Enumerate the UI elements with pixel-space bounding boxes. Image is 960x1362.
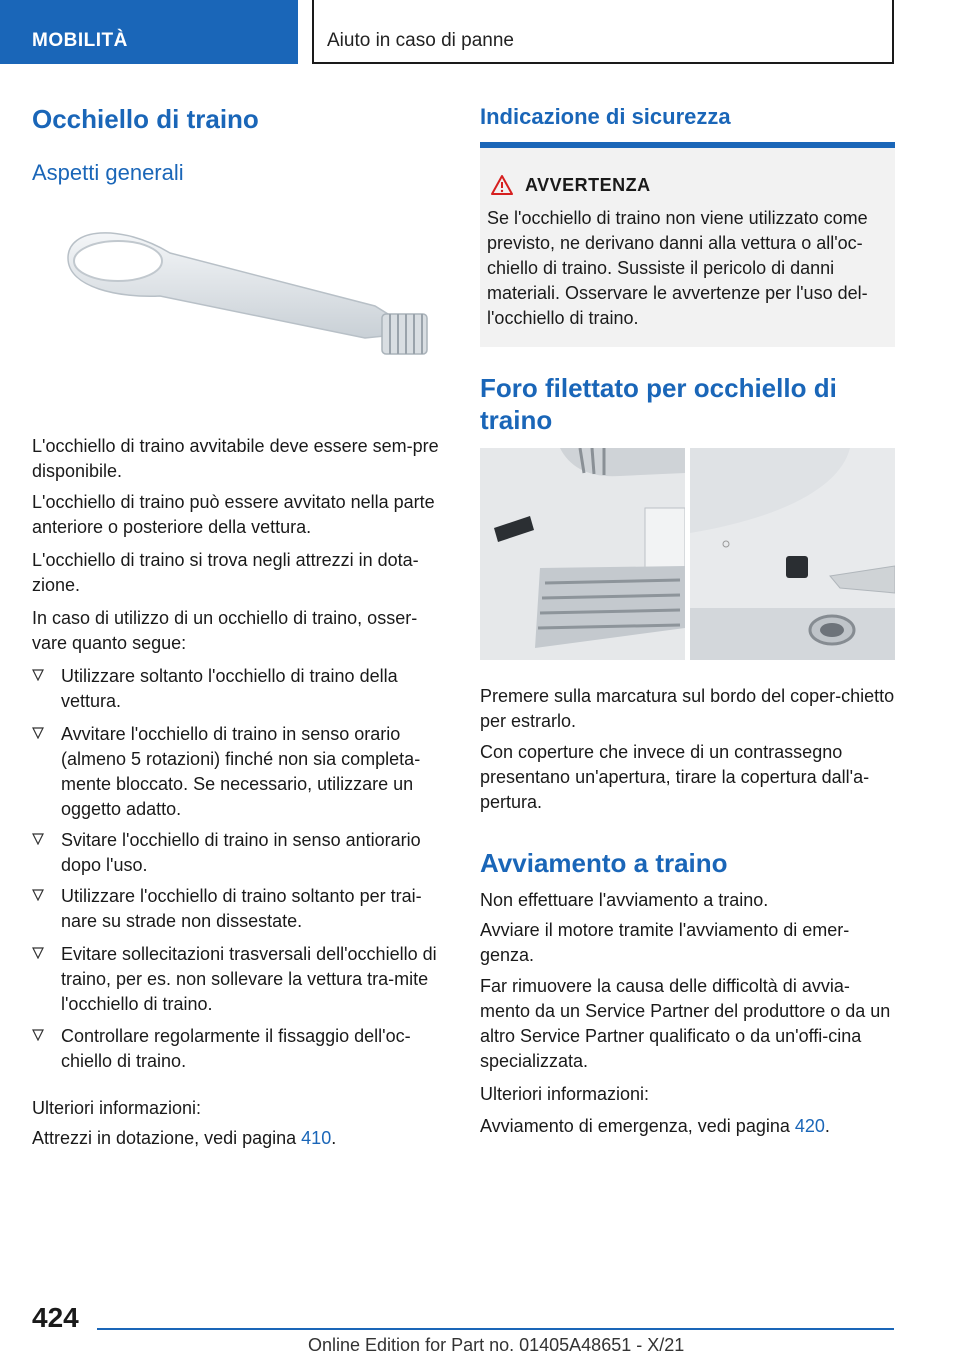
section-tab: [0, 0, 298, 64]
chapter-label: Aiuto in caso di panne: [327, 30, 514, 51]
avviamento-paragraph-1: Non effettuare l'avviamento a traino.: [480, 890, 769, 910]
triangle-bullet-icon: [32, 833, 44, 845]
section-label: MOBILITÀ: [32, 30, 128, 51]
avviamento-paragraph-3: Far rimuovere la causa delle difficoltà di avvia-mento da un Service Partner del produttore o da un altro Service Partner qualificato o da un'offi-cina specializzata.: [480, 976, 891, 1071]
triangle-bullet-icon: [32, 947, 44, 959]
foro-paragraph-1: Premere sulla marcatura sul bordo del coper-chietto per estrarlo.: [480, 686, 895, 731]
triangle-bullet-icon: [32, 727, 44, 739]
avviamento-paragraph-2: Avviare il motore tramite l'avviamento di emer-genza.: [480, 920, 850, 965]
warning-icon: [490, 174, 514, 196]
paragraph-4: In caso di utilizzo di un occhiello di traino, osser-vare quanto segue:: [32, 608, 418, 653]
foro-paragraph-2: Con coperture che invece di un contrassegno presentano un'apertura, tirare la copertura dall'a-pertura.: [480, 742, 870, 812]
paragraph-3: L'occhiello di traino si trova negli attrezzi in dota-zione.: [32, 550, 419, 595]
chapter-header: [312, 0, 894, 64]
reference: Attrezzi in dotazione, vedi pagina 410.: [32, 1128, 337, 1148]
section-subtitle: Aspetti generali: [32, 160, 184, 185]
page-number: 424: [32, 1302, 79, 1333]
tow-hook-image: [60, 218, 440, 378]
avviamento-title: Avviamento a traino: [480, 848, 728, 878]
more-info-label: Ulteriori informazioni:: [32, 1098, 202, 1118]
warning-box: [480, 142, 895, 347]
triangle-bullet-icon: [32, 669, 44, 681]
footer-divider: [97, 1328, 894, 1330]
triangle-bullet-icon: [32, 889, 44, 901]
page-title: Occhiello di traino: [32, 104, 259, 134]
warning-text: Se l'occhiello di traino non viene utilizzato come previsto, ne derivano danni alla vettura o all'oc-chiello di traino. Sussiste il pericolo di danni materiali. Osservare le avvertenze per l'uso del-l'occhiello di traino.: [487, 208, 868, 328]
avviamento-reference: Avviamento di emergenza, vedi pagina 420.: [480, 1116, 830, 1136]
paragraph-1: L'occhiello di traino avvitabile deve essere sem-pre disponibile.: [32, 436, 439, 481]
bumper-image-rear: [690, 448, 895, 660]
warning-label: AVVERTENZA: [525, 175, 651, 195]
avviamento-more-info: Ulteriori informazioni:: [480, 1084, 650, 1104]
edition-info: Online Edition for Part no. 01405A48651 - X/21: [308, 1335, 685, 1355]
foro-title: Foro filettato per occhiello di traino: [480, 373, 837, 435]
paragraph-2: L'occhiello di traino può essere avvitato nella parte anteriore o posteriore della vettura.: [32, 492, 435, 537]
bumper-image-front: [480, 448, 685, 660]
page-link[interactable]: 420: [794, 1116, 825, 1136]
triangle-bullet-icon: [32, 1029, 44, 1041]
safety-title: Indicazione di sicurezza: [480, 104, 731, 129]
page-link[interactable]: 410: [301, 1128, 332, 1148]
